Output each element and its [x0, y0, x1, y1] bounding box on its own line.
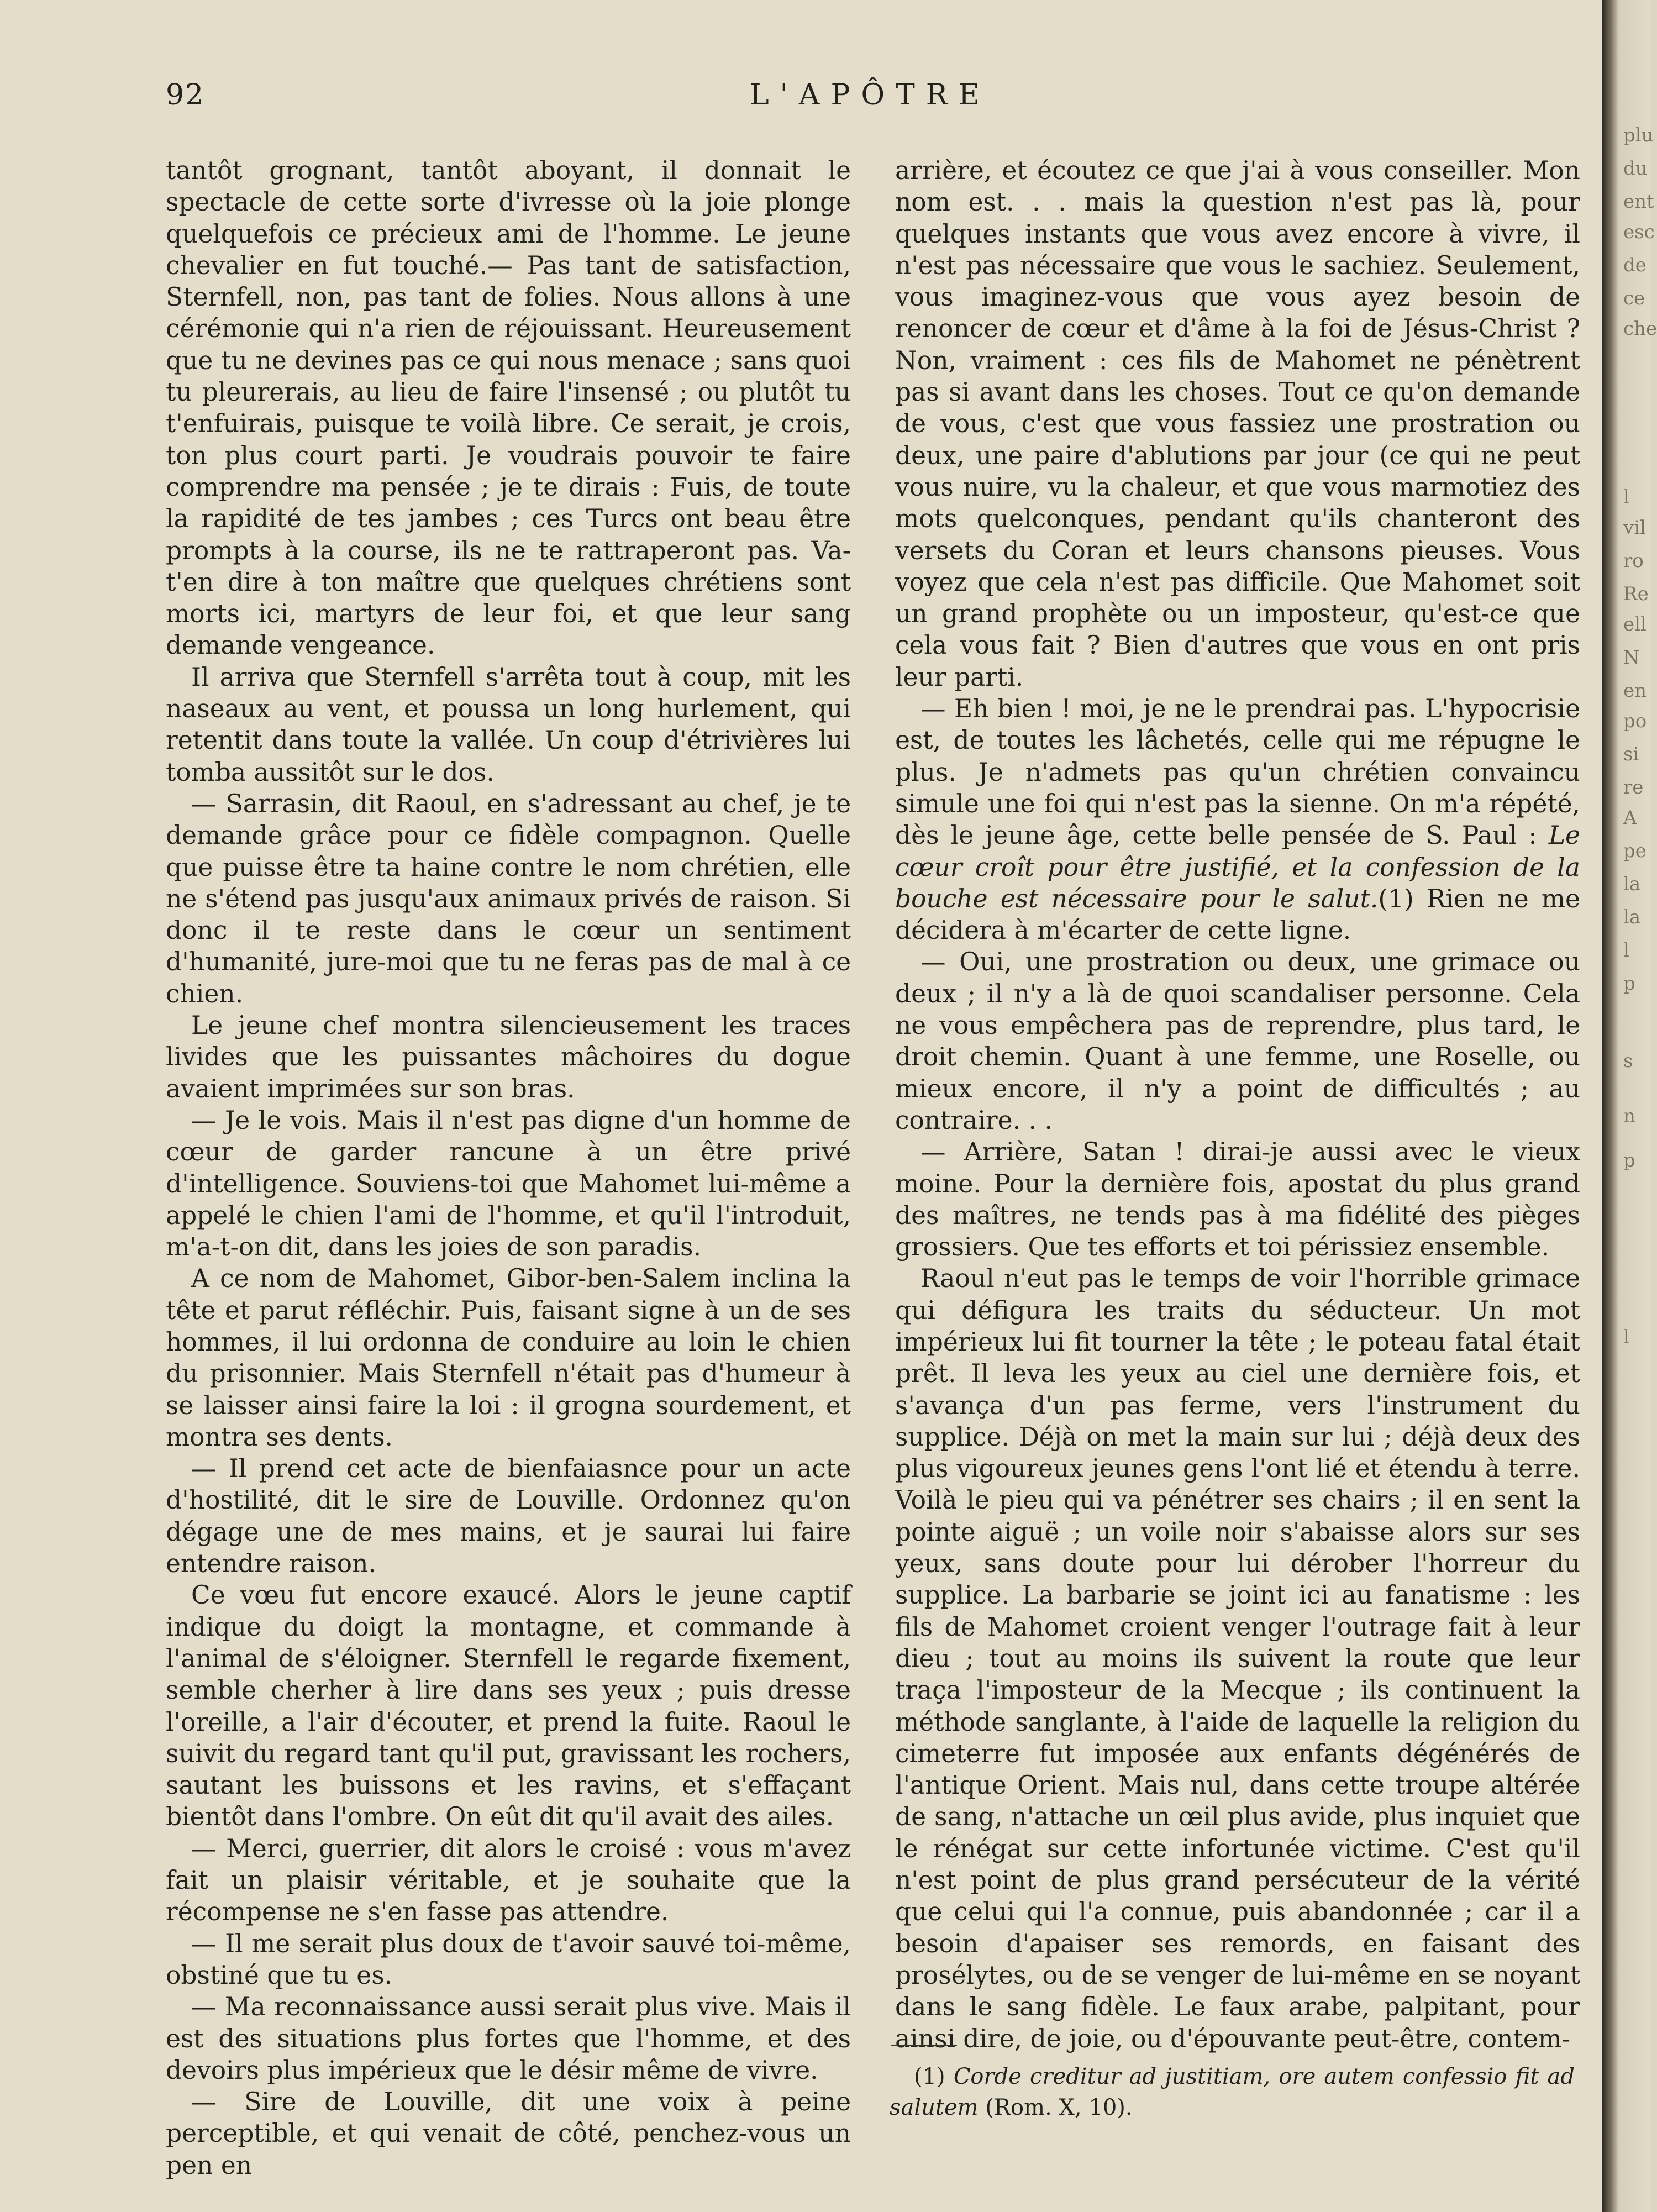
- paragraph: — Je le vois. Mais il n'est pas digne d'un homme de cœur de garder rancune à un être privé d'intelligence. Souviens-toi que Mahomet lui-même a appelé le chien l'ami de l'homme, et qu'il l'introduit, m'a-t-on dit, dans les joies de son paradis.: [166, 1105, 851, 1262]
- adjacent-page-fragment: che: [1623, 318, 1657, 340]
- adjacent-page-fragment: A: [1623, 807, 1637, 829]
- paragraph: tantôt grognant, tantôt aboyant, il donnait le spectacle de cette sorte d'ivresse où la joie plonge quelquefois ce précieux ami de l'homme. Le jeune chevalier en fut touché.— Pas tant de satisfaction, Sternfell, non, pas tant de folies. Nous allons à une cérémonie qui n'a rien de réjouissant. Heureusement que tu ne devines pas ce qui nous menace ; sans quoi tu pleurerais, au lieu de faire l'insensé ; ou plutôt tu t'enfuirais, puisque te voilà libre. Ce serait, je crois, ton plus court parti. Je voudrais pouvoir te faire comprendre ma pensée ; je te dirais : Fuis, de toute la rapidité de tes jambes ; ces Turcs ont beau être prompts à la course, ils ne te rattraperont pas. Va-t'en dire à ton maître que quelques chrétiens sont morts ici, martyrs de leur foi, et que leur sang demande vengeance.: [166, 156, 851, 660]
- adjacent-page-fragment: si: [1623, 743, 1639, 765]
- footnote-number: (1): [914, 2064, 945, 2089]
- adjacent-page-fragment: la: [1623, 906, 1641, 928]
- adjacent-page-fragment: N: [1623, 647, 1640, 669]
- adjacent-page-edge: [1602, 0, 1657, 2212]
- adjacent-page-fragment: n: [1623, 1105, 1635, 1127]
- paragraph: — Ma reconnaissance aussi serait plus vive. Mais il est des situations plus fortes que l'homme, et des devoirs plus impérieux que le désir même de vivre.: [166, 1992, 851, 2085]
- adjacent-page-fragment: po: [1623, 710, 1647, 732]
- paragraph: — Oui, une prostration ou deux, une grimace ou deux ; il n'y a là de quoi scandaliser personne. Cela ne vous empêchera pas de reprendre, plus tard, le droit chemin. Quant à une femme, une Roselle, ou mieux encore, il n'y a point de difficultés ; au contraire. . .: [895, 947, 1580, 1135]
- adjacent-page-fragment: ent: [1623, 191, 1654, 213]
- paragraph: [895, 693, 1580, 946]
- adjacent-page-fragment: ell: [1623, 613, 1647, 635]
- paragraph: — Sarrasin, dit Raoul, en s'adressant au chef, je te demande grâce pour ce fidèle compagnon. Quelle que puisse être ta haine contre le nom chrétien, elle ne s'étend pas jusqu'aux animaux privés de raison. Si donc il te reste dans le cœur un sentiment d'humanité, jure-moi que tu ne feras pas de mal à ce chien.: [166, 789, 851, 1008]
- paragraph: arrière, et écoutez ce que j'ai à vous conseiller. Mon nom est. . . mais la question n'est pas là, pour quelques instants que vous avez encore à vivre, il n'est pas nécessaire que vous le sachiez. Seulement, vous imaginez-vous que vous ayez besoin de renoncer de cœur et d'âme à la foi de Jésus-Christ ? Non, vraiment : ces fils de Mahomet ne pénètrent pas si avant dans les choses. Tout ce qu'on demande de vous, c'est que vous fassiez une prostration ou deux, une paire d'ablutions par jour (ce qui ne peut vous nuire, vu la chaleur, et que vous marmotiez des mots quelconques, pendant qu'ils chanteront des versets du Coran et leurs chansons pieuses. Vous voyez que cela n'est pas difficile. Que Mahomet soit un grand prophète ou un imposteur, qu'est-ce que cela vous fait ? Bien d'autres que vous en ont pris leur parti.: [895, 156, 1580, 692]
- adjacent-page-fragment: l: [1623, 939, 1629, 961]
- paragraph: — Arrière, Satan ! dirai-je aussi avec le vieux moine. Pour la dernière fois, apostat du plus grand des maîtres, ne tends pas à ma fidélité des pièges grossiers. Que tes efforts et toi périssiez ensemble.: [895, 1137, 1580, 1262]
- paragraph: Il arriva que Sternfell s'arrêta tout à coup, mit les naseaux au vent, et poussa un long hurlement, qui retentit dans toute la vallée. Un coup d'étrivières lui tomba aussitôt sur le dos.: [166, 662, 851, 787]
- page-number: 92: [166, 78, 205, 112]
- adjacent-page-fragment: re: [1623, 776, 1644, 798]
- footnote-reference: (Rom. X, 10).: [985, 2095, 1133, 2120]
- adjacent-page-fragment: ce: [1623, 287, 1645, 309]
- left-column: [166, 155, 851, 2181]
- adjacent-page-fragment: pe: [1623, 840, 1647, 862]
- paragraph: — Merci, guerrier, dit alors le croisé : vous m'avez fait un plaisir véritable, et je souhaite que la récompense ne s'en fasse pas attendre.: [166, 1833, 851, 1927]
- adjacent-page-fragment: l: [1623, 486, 1629, 508]
- paragraph: — Sire de Louville, dit une voix à peine perceptible, et qui venait de côté, penchez-vous un pen en: [166, 2087, 851, 2180]
- adjacent-page-fragment: de: [1623, 254, 1647, 276]
- adjacent-page-fragment: p: [1623, 973, 1635, 995]
- paragraph: A ce nom de Mahomet, Gibor-ben-Salem inclina la tête et parut réfléchir. Puis, faisant signe à un de ses hommes, il lui ordonna de conduire au loin le chien du prisonnier. Mais Sternfell n'était pas d'humeur à se laisser ainsi faire la loi : il grogna sourdement, et montra ses dents.: [166, 1264, 851, 1452]
- right-column: [895, 155, 1580, 2055]
- adjacent-page-fragment: p: [1623, 1149, 1635, 1171]
- paragraph: Raoul n'eut pas le temps de voir l'horrible grimace qui défigura les traits du séducteur. Un mot impérieux lui fit tourner la tête ; le poteau fatal était prêt. Il leva les yeux au ciel une dernière fois, et s'avança d'un pas ferme, vers l'instrument du supplice. Déjà on met la main sur lui ; déjà deux des plus vigoureux jeunes gens l'ont lié et étendu à terre. Voilà le pieu qui va pénétrer ses chairs ; il en sent la pointe aiguë ; un voile noir s'abaisse alors sur ses yeux, sans doute pour lui dérober l'horreur du supplice. La barbarie se joint ici au fanatisme : les fils de Mahomet croient venger l'outrage fait à leur dieu ; tout au moins ils suivent la route que leur traça l'imposteur de la Mecque ; ils continuent la méthode sanglante, à l'aide de laquelle la religion du cimeterre fut imposée aux enfants dégénérés de l'antique Orient. Mais nul, dans cette troupe altérée de sang, n'attache un œil plus avide, plus inquiet que le rénégat sur cette infortunée victime. C'est qu'il n'est point de plus grand persécuteur de la vérité que celui qui l'a connue, puis abandonnée ; car il a besoin d'apaiser ses remords, en faisant des prosélytes, ou de se venger de lui-même en se noyant dans le sang fidèle. Le faux arabe, palpitant, pour ainsi dire, de joie, ou d'épouvante peut-être, contem-: [895, 1264, 1580, 2053]
- adjacent-page-fragment: esc: [1623, 221, 1655, 243]
- footnote: [890, 2061, 1575, 2123]
- paragraph-text: (1) Rien ne me décidera à m'écarter de cette ligne.: [895, 884, 1580, 945]
- adjacent-page-fragment: vil: [1623, 517, 1646, 539]
- footnote-quote: Corde creditur ad justitiam, ore autem confessio fit ad salutem: [890, 2064, 1575, 2120]
- footnote-divider: [891, 2045, 957, 2046]
- adjacent-page-fragment: du: [1623, 157, 1648, 180]
- running-title: L'APÔTRE: [750, 78, 991, 112]
- paragraph: Ce vœu fut encore exaucé. Alors le jeune captif indique du doigt la montagne, et commande à l'animal de s'éloigner. Sternfell le regarde fixement, semble cherher à lire dans ses yeux ; puis dresse l'oreille, a l'air d'écouter, et prend la fuite. Raoul le suivit du regard tant qu'il put, gravissant les rochers, sautant les buissons et les ravins, et s'effaçant bientôt dans l'ombre. On eût dit qu'il avait des ailes.: [166, 1580, 851, 1832]
- adjacent-page-fragment: s: [1623, 1050, 1633, 1072]
- adjacent-page-fragment: ro: [1623, 550, 1644, 572]
- adjacent-page-fragment: Re: [1623, 583, 1649, 605]
- adjacent-page-fragment: l: [1623, 1326, 1629, 1348]
- paragraph-text: — Eh bien ! moi, je ne le prendrai pas. L'hypocrisie est, de toutes les lâchetés, celle qui me répugne le plus. Je n'admets pas qu'un chrétien convaincu simule une foi qui n'est pas la sienne. On m'a répété, dès le jeune âge, cette belle pensée de S. Paul :: [895, 694, 1580, 850]
- paragraph: — Il prend cet acte de bienfaiasnce pour un acte d'hostilité, dit le sire de Louville. Ordonnez qu'on dégage une de mes mains, et je saurai lui faire entendre raison.: [166, 1454, 851, 1579]
- adjacent-page-fragment: en: [1623, 680, 1647, 702]
- scripture-quote: Le cœur croît pour être justifié, et la confession de la bouche est nécessaire pour le salut.: [895, 821, 1580, 913]
- adjacent-page-fragment: plu: [1623, 124, 1654, 146]
- adjacent-page-fragment: la: [1623, 873, 1641, 895]
- paragraph: Le jeune chef montra silencieusement les traces livides que les puissantes mâchoires du dogue avaient imprimées sur son bras.: [166, 1011, 851, 1104]
- page-header: [166, 78, 1575, 123]
- paragraph: — Il me serait plus doux de t'avoir sauvé toi-même, obstiné que tu es.: [166, 1929, 851, 1990]
